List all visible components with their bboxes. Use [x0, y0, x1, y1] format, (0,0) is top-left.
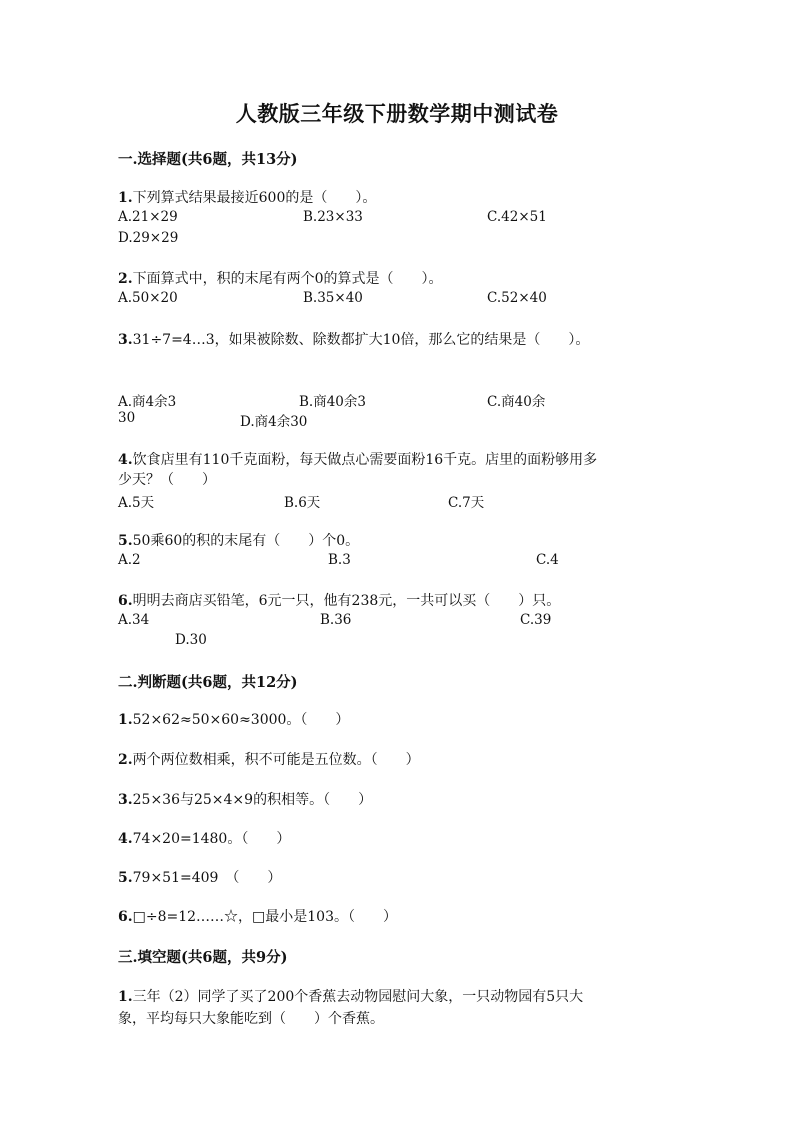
- question-number: 5.: [118, 870, 133, 886]
- question-text: □÷8=12……☆，□最小是103。（ ）: [132, 909, 397, 925]
- choice-question-6: [118, 590, 560, 610]
- option-a: A.34: [118, 612, 150, 628]
- question-text: 50乘60的积的末尾有（ ）个0。: [132, 533, 360, 549]
- option-b: B.23×33: [303, 209, 363, 225]
- question-text: 79×51=409 （ ）: [132, 870, 282, 886]
- question-number: 6.: [118, 909, 133, 925]
- question-text: 52×62≈50×60≈3000。（ ）: [132, 712, 350, 728]
- judge-question-3: [118, 789, 372, 809]
- option-a: A.50×20: [118, 290, 178, 306]
- option-a: A.2: [118, 552, 141, 568]
- choice-question-4: [118, 449, 597, 469]
- question-number: 1.: [118, 989, 133, 1005]
- option-c: C.商40余: [487, 394, 546, 410]
- question-number: 3.: [118, 332, 133, 348]
- option-b: B.36: [320, 612, 352, 628]
- question-number: 3.: [118, 792, 133, 808]
- question-number: 2.: [118, 752, 133, 768]
- option-b: B.商40余3: [299, 394, 366, 410]
- option-a: A.21×29: [118, 209, 178, 225]
- question-text: 饮食店里有110千克面粉，每天做点心需要面粉16千克。店里的面粉够用多: [132, 452, 598, 468]
- section-heading-fill: 三.填空题(共6题，共9分): [118, 949, 288, 966]
- option-c: C.4: [536, 552, 559, 568]
- question-text: 31÷7=4…3，如果被除数、除数都扩大10倍，那么它的结果是（ ）。: [132, 332, 590, 348]
- option-c: C.42×51: [487, 209, 547, 225]
- option-c: C.52×40: [487, 290, 547, 306]
- fill-question-1: [118, 986, 583, 1006]
- judge-question-1: [118, 709, 349, 729]
- section-heading-judge: 二.判断题(共6题，共12分): [118, 674, 298, 691]
- judge-question-6: [118, 906, 397, 926]
- option-d: D.29×29: [118, 230, 179, 246]
- question-text: 25×36与25×4×9的积相等。（ ）: [132, 792, 373, 808]
- choice-question-5: [118, 530, 359, 550]
- fill-question-1-continued: 象，平均每只大象能吃到（ ）个香蕉。: [118, 1011, 384, 1027]
- question-number: 1.: [118, 712, 133, 728]
- question-text: 74×20=1480。（ ）: [132, 831, 291, 847]
- question-text: 两个两位数相乘，积不可能是五位数。（ ）: [132, 752, 420, 768]
- judge-question-4: [118, 828, 290, 848]
- question-text: 下面算式中，积的末尾有两个0的算式是（ ）。: [132, 271, 443, 287]
- judge-question-5: [118, 867, 281, 887]
- option-d: D.商4余30: [240, 414, 308, 430]
- choice-question-4-continued: 少天？（ ）: [118, 472, 216, 488]
- choice-question-1: [118, 187, 376, 207]
- option-b: B.35×40: [303, 290, 363, 306]
- question-number: 4.: [118, 452, 133, 468]
- question-text: 下列算式结果最接近600的是（ ）。: [132, 190, 377, 206]
- question-number: 2.: [118, 271, 133, 287]
- option-a: A.商4余3: [118, 394, 177, 410]
- option-b: B.6天: [284, 495, 321, 511]
- question-number: 1.: [118, 190, 133, 206]
- judge-question-2: [118, 749, 420, 769]
- question-text: 三年（2）同学了买了200个香蕉去动物园慰问大象，一只动物园有5只大: [132, 989, 584, 1005]
- page-title: 人教版三年级下册数学期中测试卷: [235, 101, 559, 126]
- choice-question-2: [118, 268, 443, 288]
- question-number: 6.: [118, 593, 133, 609]
- option-b: B.3: [328, 552, 351, 568]
- choice-question-3: [118, 329, 589, 349]
- question-text: 明明去商店买铅笔，6元一只，他有238元，一共可以买（ ）只。: [132, 593, 561, 609]
- option-a: A.5天: [118, 495, 155, 511]
- question-number: 5.: [118, 533, 133, 549]
- question-number: 4.: [118, 831, 133, 847]
- section-heading-choice: 一.选择题(共6题，共13分): [118, 151, 298, 168]
- option-c: C.7天: [448, 495, 485, 511]
- option-c-continued: 30: [118, 410, 136, 426]
- option-c: C.39: [520, 612, 552, 628]
- option-d: D.30: [175, 632, 207, 648]
